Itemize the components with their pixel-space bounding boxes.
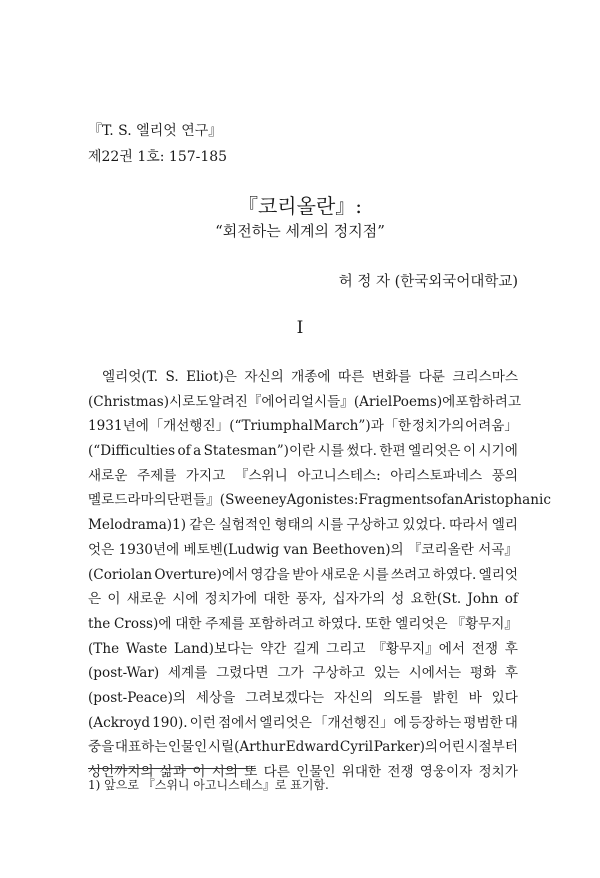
body-line: 은 이 새로운 시에 정치가에 대한 풍자, 십자가의 성 요한(St. John of <box>88 591 518 608</box>
journal-issue: 제22권 1호: 157-185 <box>88 149 228 165</box>
body-line: 엇은 1930년에 베토벤(Ludwig van Beethoven)의 『코리올란 서곡』 <box>88 541 518 558</box>
article-subtitle: “회전하는 세계의 정지점” <box>215 222 385 240</box>
body-line: (Coriolan Overture)에서 영감을 받아 새로운 시를 쓰려고 하였다. 엘리엇 <box>88 566 518 583</box>
body-line: (Ackroyd 190). 이런 점에서 엘리엇은 「개선행진」에 등장하는 평범한 대 <box>88 714 518 731</box>
journal-name: 『T. S. 엘리엇 연구』 <box>88 123 223 139</box>
article-author: 허 정 자 (한국외국어대학교) <box>338 274 518 290</box>
body-line: 멜로드라마의 단편들』(Sweeney Agonistes: Fragments of an Aristophanic <box>88 492 552 509</box>
body-line: (post-Peace)의 세상을 그려보겠다는 자신의 의도를 밝힌 바 있다 <box>88 689 518 706</box>
body-line: (“Difficulties of a Statesman”)이란 시를 썼다. 한편 엘리엇은 이 시기에 <box>88 443 518 460</box>
body-line: 성인까지의 삶과 이 시의 또 다른 인물인 위대한 전쟁 영웅이자 정치가 <box>88 764 518 780</box>
body-line: 1931년에 「개선행진」(“Triumphal March”)과 「한 정치가의 어려움」 <box>88 418 518 435</box>
body-text <box>88 365 552 785</box>
footnote: 1) 앞으로 『스위니 아고니스테스』로 표기함. <box>88 778 329 792</box>
body-line: Melodrama)1) 같은 실험적인 형태의 시를 구상하고 있었다. 따라서 엘리 <box>88 517 518 534</box>
body-line: (The Waste Land)보다는 약간 길게 그리고 『황무지』에서 전쟁 후 <box>88 640 518 657</box>
body-line: 중을 대표하는 인물인 시릴(Arthur Edward Cyril Parker)의 어린 시절부터 <box>88 739 518 756</box>
body-line: 새로운 주제를 가지고 『스위니 아고니스테스: 아리스토파네스 풍의 <box>88 467 518 484</box>
article-title: 『코리올란』: <box>237 194 363 218</box>
body-line: (Christmas) 시로도 알려진 『에어리얼 시들』(Ariel Poems)에 포함하려고 <box>88 393 521 410</box>
footnote-rule <box>88 768 256 769</box>
body-line: 엘리엇(T. S. Eliot)은 자신의 개종에 따른 변화를 다룬 크리스마스 <box>102 369 518 385</box>
journal-header <box>88 118 227 170</box>
section-heading: I <box>296 318 304 338</box>
body-line: the Cross)에 대한 주제를 포함하려고 하였다. 또한 엘리엇은 『황무지』 <box>88 615 518 632</box>
body-line: (post-War) 세계를 그렸다면 그가 구상하고 있는 시에서는 평화 후 <box>88 665 518 682</box>
